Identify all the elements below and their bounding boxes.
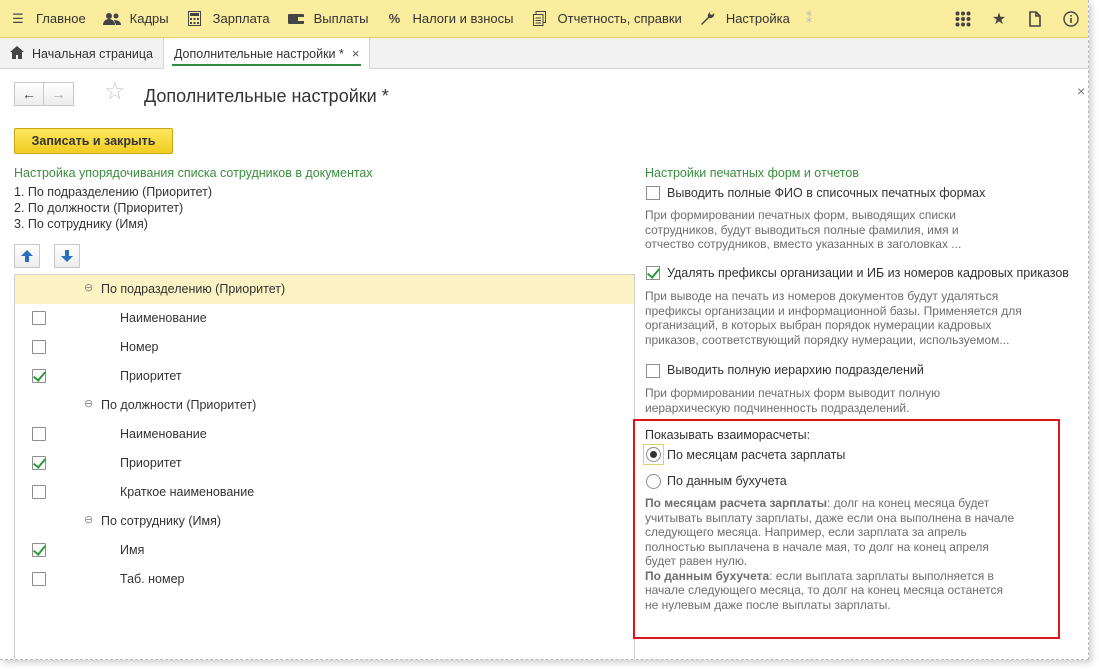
table-row[interactable] bbox=[15, 333, 634, 362]
home-icon bbox=[10, 46, 24, 62]
radio-by-months-label[interactable]: По месяцам расчета зарплаты bbox=[667, 448, 846, 462]
reports-icon bbox=[530, 11, 550, 26]
tab-additional-settings[interactable]: Дополнительные настройки * × bbox=[164, 38, 371, 69]
order-line-3: 3. По сотруднику (Имя) bbox=[14, 217, 148, 231]
calculator-icon bbox=[185, 11, 205, 26]
menubar-tools bbox=[945, 0, 1089, 38]
full-hierarchy-checkbox[interactable] bbox=[646, 364, 660, 378]
close-tab-icon[interactable]: × bbox=[351, 46, 360, 61]
nav-buttons bbox=[14, 82, 74, 106]
table-row[interactable] bbox=[15, 362, 634, 391]
wrench-icon bbox=[698, 11, 718, 26]
mutual-settlements-label: Показывать взаиморасчеты: bbox=[645, 428, 811, 442]
field-label: Наименование bbox=[120, 311, 207, 325]
menu-item-main[interactable]: ☰ Главное bbox=[0, 0, 94, 38]
menu-item-salary[interactable]: Зарплата bbox=[177, 0, 278, 38]
table-row[interactable] bbox=[15, 565, 634, 594]
checkbox[interactable] bbox=[32, 340, 46, 354]
info-icon[interactable] bbox=[1053, 0, 1089, 38]
field-label: Краткое наименование bbox=[120, 485, 255, 499]
arrow-up-icon bbox=[21, 250, 33, 262]
full-name-checkbox[interactable] bbox=[646, 186, 660, 200]
move-up-button[interactable] bbox=[14, 244, 40, 268]
tree-group-row[interactable] bbox=[15, 275, 634, 304]
field-label: Приоритет bbox=[120, 369, 182, 383]
checkbox[interactable] bbox=[32, 311, 46, 325]
field-label: Приоритет bbox=[120, 456, 182, 470]
percent-icon: % bbox=[388, 11, 401, 26]
table-row[interactable] bbox=[15, 420, 634, 449]
checkbox[interactable] bbox=[32, 427, 46, 441]
arrow-down-icon bbox=[61, 250, 73, 262]
field-label: Номер bbox=[120, 340, 159, 354]
menu-item-personnel[interactable]: Кадры bbox=[94, 0, 177, 38]
group-label: По сотруднику (Имя) bbox=[101, 514, 222, 528]
tab-bar bbox=[0, 38, 1089, 69]
checkbox[interactable] bbox=[32, 572, 46, 586]
grid-icon[interactable] bbox=[945, 0, 981, 38]
collapse-icon[interactable]: ⊖ bbox=[84, 398, 94, 410]
remove-prefixes-checkbox[interactable] bbox=[646, 266, 660, 280]
more-icon: ⁑ bbox=[805, 10, 813, 26]
checkbox[interactable] bbox=[32, 543, 46, 557]
main-menu-bar bbox=[0, 0, 1089, 38]
tab-home[interactable]: Начальная страница bbox=[0, 38, 164, 69]
checkbox[interactable] bbox=[32, 485, 46, 499]
tree-group-row[interactable] bbox=[15, 391, 634, 420]
menu-item-settings[interactable]: Настройка bbox=[690, 0, 798, 38]
full-hierarchy-hint: При формировании печатных форм выводит полную иерархическую подчиненность подразделений. bbox=[645, 386, 941, 415]
right-section-title: Настройки печатных форм и отчетов bbox=[645, 166, 859, 180]
save-and-close-button[interactable]: Записать и закрыть bbox=[14, 128, 173, 154]
field-label: Таб. номер bbox=[120, 572, 185, 586]
full-name-hint: При формировании печатных форм, выводящих списки сотрудников, будут выводиться полные фамилия, имя и отчество сотрудников, вместо указанных в заголовках ... bbox=[645, 208, 962, 251]
radio-by-accounting-label[interactable]: По данным бухучета bbox=[667, 474, 787, 488]
star-icon[interactable]: ★ bbox=[991, 11, 1007, 28]
order-line-1: 1. По подразделению (Приоритет) bbox=[14, 185, 213, 199]
full-name-label[interactable]: Выводить полные ФИО в списочных печатных формах bbox=[667, 186, 986, 200]
close-form-icon[interactable]: × bbox=[1077, 83, 1086, 99]
tree-group-row[interactable] bbox=[15, 507, 634, 536]
remove-prefixes-label[interactable]: Удалять префиксы организации и ИБ из номеров кадровых приказов bbox=[667, 266, 1069, 280]
move-down-button[interactable] bbox=[54, 244, 80, 268]
checkbox[interactable] bbox=[32, 369, 46, 383]
remove-prefixes-hint: При выводе на печать из номеров документов будут удаляться префиксы организации и информационной базы. Применяется для организаций, в которых выбран порядок нумерации кадровых приказов, соответствующий порядку нумерации, используемом... bbox=[645, 289, 1022, 347]
field-label: Наименование bbox=[120, 427, 207, 441]
group-label: По подразделению (Приоритет) bbox=[101, 282, 286, 296]
history-icon[interactable] bbox=[1017, 0, 1053, 38]
menu-item-reports[interactable]: Отчетность, справки bbox=[522, 0, 690, 38]
people-icon bbox=[102, 12, 122, 26]
highlight-frame bbox=[633, 419, 1060, 639]
wallet-icon bbox=[286, 13, 306, 25]
menu-icon: ☰ bbox=[12, 10, 24, 26]
back-button[interactable]: ← bbox=[14, 82, 44, 106]
sort-settings-tree bbox=[14, 274, 635, 660]
collapse-icon[interactable]: ⊖ bbox=[84, 514, 94, 526]
mutual-description: По месяцам расчета зарплаты: долг на конец месяца будет учитывать выплату зарплаты, даже если она выполнена в начале следующего месяца. Например, если зарплата за апрель полностью выплачена в начале мая, то долг на конец апреля будет равен нулю. По данным бухучета: если выплата зарплаты выполняется в начале следующего месяца, то долг на конец месяца останется не нулевым даже после выплаты зарплаты. bbox=[645, 496, 1015, 612]
menu-item-payments[interactable]: Выплаты bbox=[278, 0, 377, 38]
field-label: Имя bbox=[120, 543, 145, 557]
collapse-icon[interactable]: ⊖ bbox=[84, 282, 94, 294]
left-section-title: Настройка упорядочивания списка сотрудников в документах bbox=[14, 166, 373, 180]
full-hierarchy-label[interactable]: Выводить полную иерархию подразделений bbox=[667, 363, 924, 377]
table-row[interactable] bbox=[15, 478, 634, 507]
order-line-2: 2. По должности (Приоритет) bbox=[14, 201, 184, 215]
menu-item-taxes[interactable]: % Налоги и взносы bbox=[376, 0, 521, 38]
forward-button[interactable]: → bbox=[44, 82, 74, 106]
page-title: Дополнительные настройки * bbox=[144, 86, 389, 106]
menu-more[interactable] bbox=[798, 0, 821, 38]
group-label: По должности (Приоритет) bbox=[101, 398, 257, 412]
table-row[interactable] bbox=[15, 449, 634, 478]
checkbox[interactable] bbox=[32, 456, 46, 470]
table-row[interactable] bbox=[15, 304, 634, 333]
table-row[interactable] bbox=[15, 536, 634, 565]
favorite-star-icon[interactable]: ☆ bbox=[104, 78, 126, 105]
